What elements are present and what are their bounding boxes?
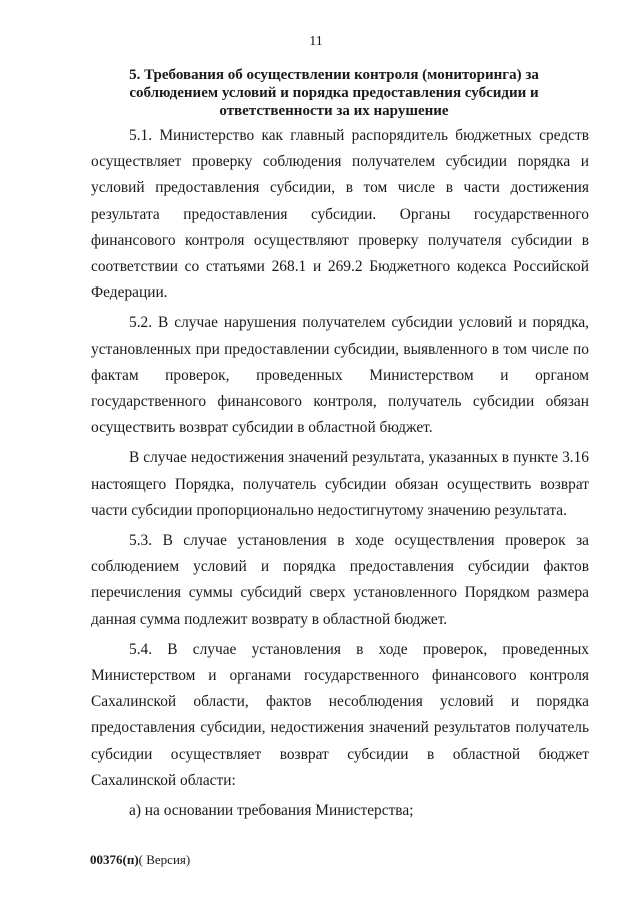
footer-document-code — [90, 852, 190, 868]
paragraph-5-4: 5.4. В случае установления в ходе проверок, проведенных Министерством и органами государственного финансового контроля Сахалинской области, фактов несоблюдения условий и порядка предоставления субсидии, недостижения значений результатов получатель субсидии осуществляет возврат субсидии в областной бюджет Сахалинской области: — [91, 640, 589, 789]
paragraph-5-3: 5.3. В случае установления в ходе осуществления проверок за соблюдением условий и порядка предоставления субсидии фактов перечисления суммы субсидий сверх установленного Порядком размера данная сумма подлежит возврату в областной бюджет. — [91, 532, 589, 628]
section-title: 5. Требования об осуществлении контроля (мониторинга) за соблюдением условий и порядка предоставления субсидии и ответственности за их нарушение — [129, 67, 539, 119]
page-number: 11 — [309, 34, 323, 49]
paragraph-5-2: 5.2. В случае нарушения получателем субсидии условий и порядка, установленных при предоставлении субсидии, выявленного в том числе по фактам проверок, проведенных Министерством и органом государственного финансового контроля, получатель субсидии обязан осуществить возврат субсидии в областной бюджет. — [91, 314, 589, 437]
footer-version: ( Версия) — [138, 852, 191, 867]
paragraph-result-return: В случае недостижения значений результата, указанных в пункте 3.16 настоящего Порядка, получатель субсидии обязан осуществить возврат части субсидии пропорционально недостигнутому значению результата. — [91, 449, 589, 519]
document-body — [91, 123, 589, 828]
footer-code: 00376(п) — [90, 852, 139, 867]
list-item-a: а) на основании требования Министерства; — [129, 802, 414, 820]
paragraph-5-1: 5.1. Министерство как главный распорядитель бюджетных средств осуществляет проверку соблюдения получателем субсидии порядка и условий предоставления субсидии, в том числе в части достижения результата предоставления субсидии. Органы государственного финансового контроля осуществляют проверку получателя субсидии в соответствии со статьями 268.1 и 269.2 Бюджетного кодекса Российской Федерации. — [91, 127, 589, 302]
